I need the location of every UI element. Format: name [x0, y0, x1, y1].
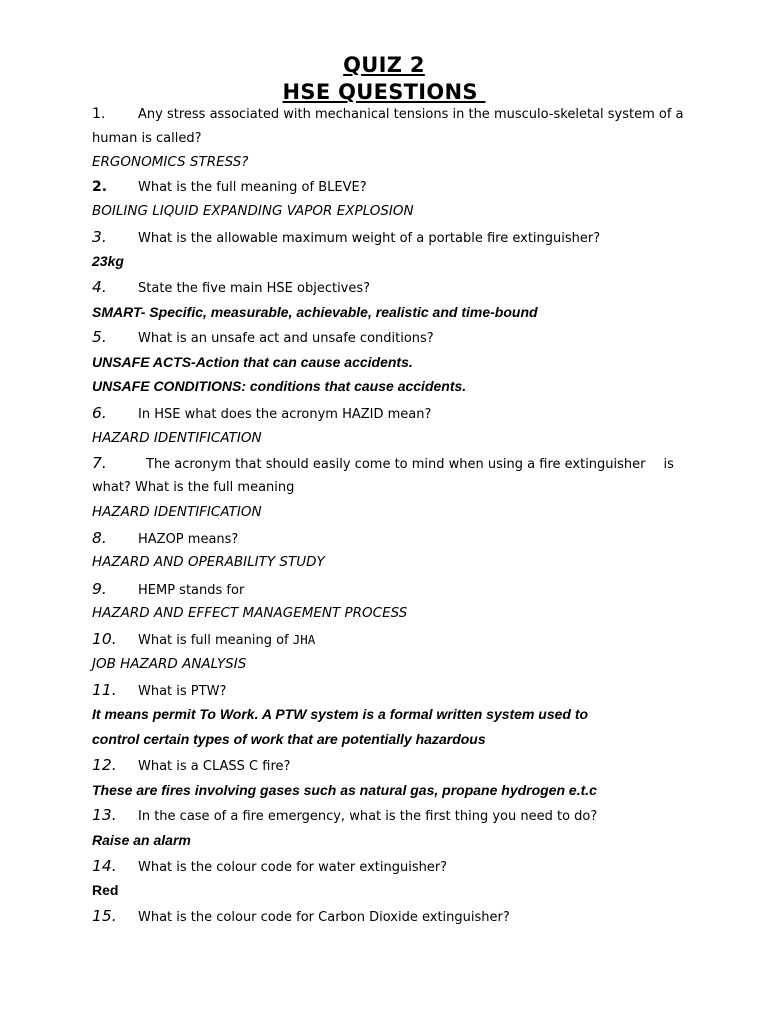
question-11 — [92, 681, 226, 699]
question-text: What is an unsafe act and unsafe conditions? — [138, 331, 434, 346]
question-text: What is full meaning of — [138, 633, 293, 648]
question-15 — [92, 907, 510, 925]
answer-1: ERGONOMICS STRESS? — [92, 154, 249, 170]
question-number: 2. — [92, 179, 108, 195]
question-6 — [92, 404, 431, 422]
answer-6: HAZARD IDENTIFICATION — [92, 430, 262, 446]
question-text: State the five main HSE objectives? — [138, 281, 371, 296]
question-number: 15. — [92, 907, 117, 925]
question-text: What is PTW? — [138, 684, 227, 699]
question-text: What is a CLASS C fire? — [138, 759, 291, 774]
question-10 — [92, 630, 315, 648]
answer-9: HAZARD AND EFFECT MANAGEMENT PROCESS — [92, 605, 408, 621]
question-text-acronym: JHA — [292, 632, 316, 647]
question-text: In HSE what does the acronym HAZID mean? — [138, 407, 432, 422]
question-number: 12. — [92, 756, 117, 774]
answer-2: BOILING LIQUID EXPANDING VAPOR EXPLOSION — [92, 203, 414, 219]
answer-5-unsafe-acts: UNSAFE ACTS-Action that can cause accidents. — [92, 354, 413, 370]
answer-5-unsafe-conditions: UNSAFE CONDITIONS: conditions that cause accidents. — [92, 378, 467, 394]
question-4 — [92, 278, 370, 296]
question-1-continued: human is called? — [92, 131, 202, 146]
question-number: 4. — [92, 278, 107, 296]
question-text: The acronym that should easily come to mind when using a fire extinguisher — [146, 457, 646, 472]
question-12 — [92, 756, 290, 774]
answer-12: These are fires involving gases such as natural gas, propane hydrogen e.t.c — [92, 782, 597, 798]
question-number: 5. — [92, 328, 107, 346]
answer-10: JOB HAZARD ANALYSIS — [92, 656, 247, 672]
question-text: In the case of a fire emergency, what is the first thing you need to do? — [138, 809, 598, 824]
answer-11-continued: control certain types of work that are potentially hazardous — [92, 731, 486, 747]
question-1 — [92, 106, 684, 122]
answer-13: Raise an alarm — [92, 832, 191, 848]
answer-4: SMART- Specific, measurable, achievable, realistic and time-bound — [92, 304, 538, 320]
question-7 — [92, 454, 674, 472]
answer-14: Red — [92, 882, 119, 898]
question-5 — [92, 328, 434, 346]
question-text: HAZOP means? — [138, 532, 239, 547]
question-text: What is the full meaning of BLEVE? — [138, 180, 367, 195]
question-number: 11. — [92, 681, 117, 699]
question-number: 3. — [92, 228, 107, 246]
question-text: What is the colour code for water extinguisher? — [138, 860, 448, 875]
quiz-title: QUIZ 2 — [343, 53, 425, 77]
question-9 — [92, 580, 244, 598]
question-text: Any stress associated with mechanical tensions in the musculo-skeletal system of a — [138, 107, 684, 122]
answer-7: HAZARD IDENTIFICATION — [92, 504, 262, 520]
question-8 — [92, 529, 238, 547]
question-text: What is the allowable maximum weight of a portable fire extinguisher? — [138, 231, 601, 246]
question-text: HEMP stands for — [138, 583, 245, 598]
question-number: 8. — [92, 529, 107, 547]
answer-8: HAZARD AND OPERABILITY STUDY — [92, 554, 325, 570]
question-number: 10. — [92, 630, 117, 648]
hse-questions-heading: HSE QUESTIONS — [282, 80, 486, 104]
question-number: 1. — [92, 106, 106, 122]
question-2 — [92, 179, 367, 195]
question-number: 13. — [92, 806, 117, 824]
answer-3: 23kg — [92, 253, 124, 269]
question-text-tail: is — [663, 457, 674, 472]
question-13 — [92, 806, 597, 824]
question-text: What is the colour code for Carbon Dioxide extinguisher? — [138, 910, 510, 925]
answer-11: It means permit To Work. A PTW system is a formal written system used to — [92, 706, 589, 722]
question-7-continued: what? What is the full meaning — [92, 480, 295, 495]
question-number: 6. — [92, 404, 107, 422]
question-number: 9. — [92, 580, 107, 598]
question-number: 7. — [92, 454, 107, 472]
question-number: 14. — [92, 857, 117, 875]
question-3 — [92, 228, 600, 246]
question-14 — [92, 857, 447, 875]
